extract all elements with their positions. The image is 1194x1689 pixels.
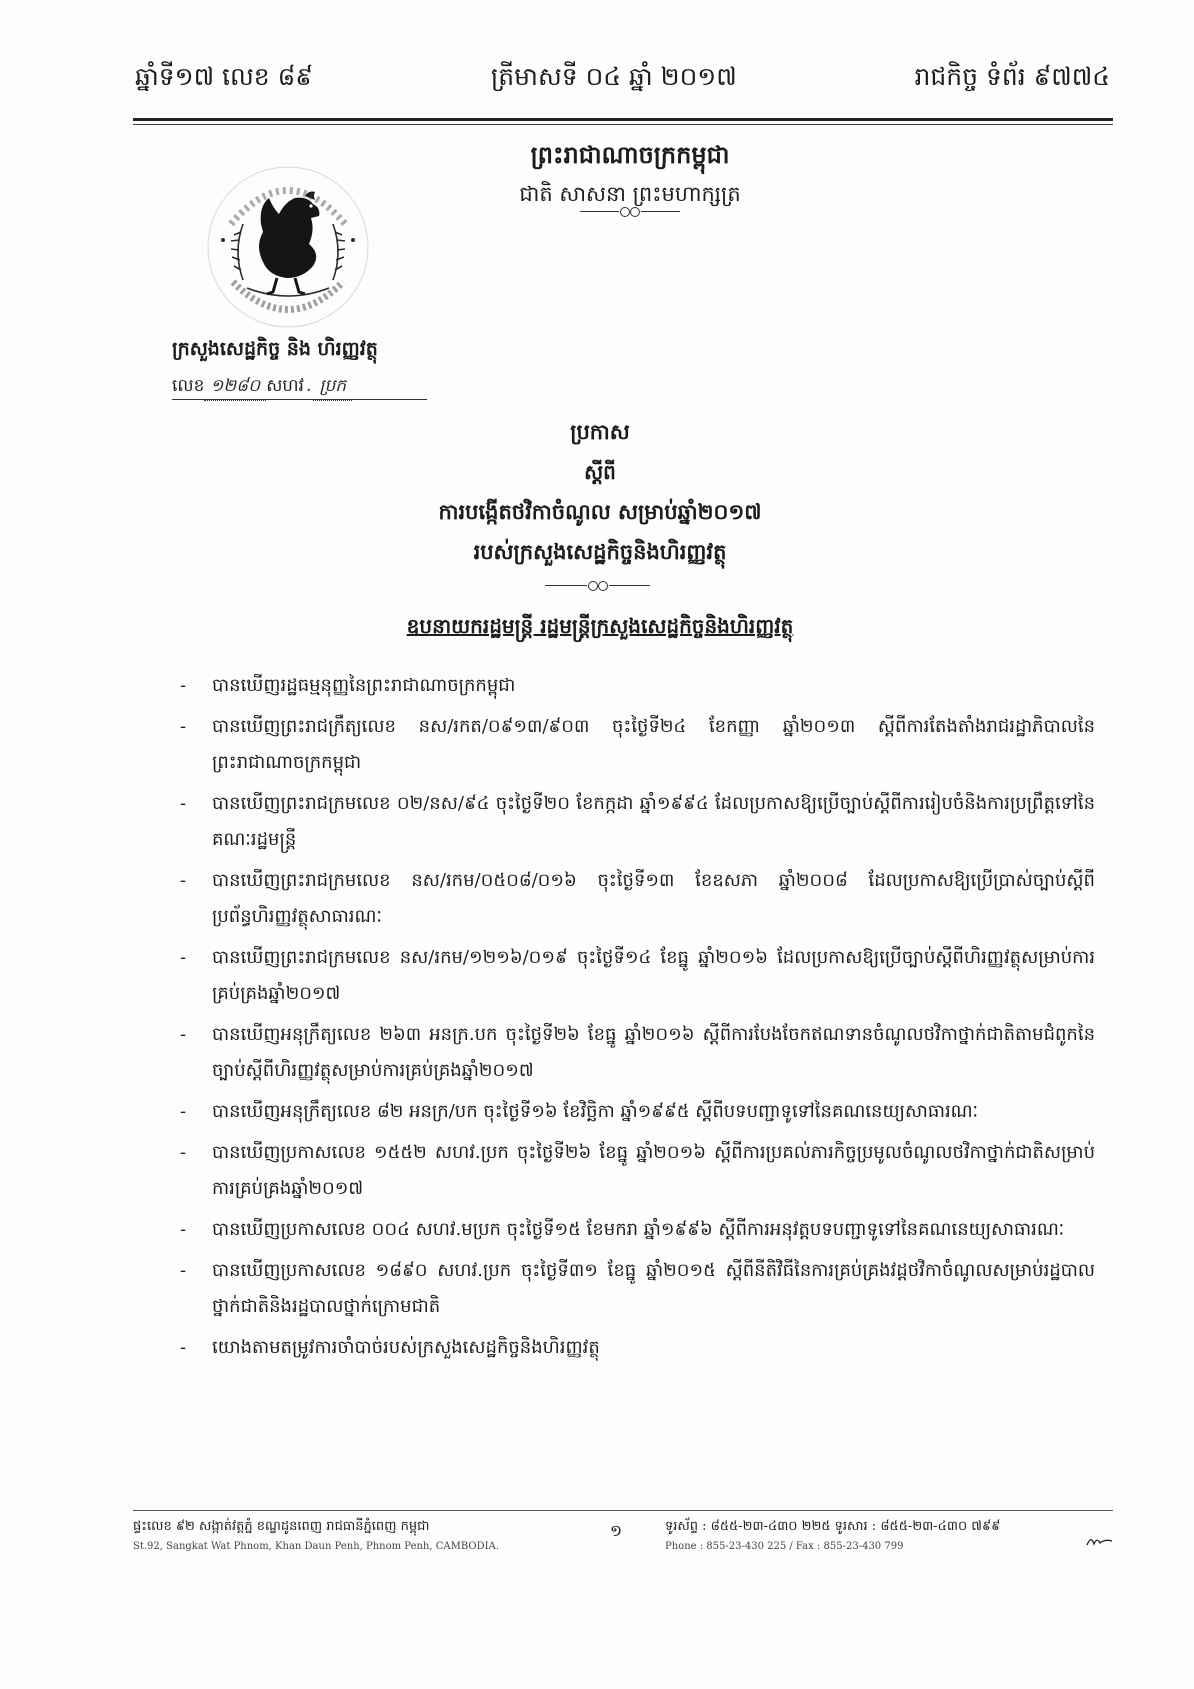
clause-text: យោងតាមតម្រូវការចាំបាច់របស់ក្រសួងសេដ្ឋកិច្ចនិងហិរញ្ញវត្ថុ — [212, 1337, 600, 1358]
clause-item — [180, 668, 1095, 704]
reference-underline — [172, 399, 427, 400]
footer-address — [133, 1518, 553, 1552]
clause-item — [180, 1330, 1095, 1366]
ref-number: ១២៨០ — [204, 375, 266, 401]
contact-english: Phone : 855-23-430 225 / Fax : 855-23-430 799 — [665, 1541, 904, 1552]
clause-text: បានឃើញប្រកាសលេខ ១៥៥២ សហវ.ប្រក ចុះថ្ងៃទី២៦ ខែធ្នូ ឆ្នាំ២០១៦ ស្តីពីការប្រគល់ភារកិច្ចប្រមូលចំណូលថវិកាថ្នាក់ជាតិសម្រាប់ការគ្រប់គ្រងឆ្នាំ២០១៧ — [212, 1142, 1095, 1199]
clause-text: បានឃើញប្រកាសលេខ ០០៤ សហវ.មប្រក ចុះថ្ងៃទី១៥ ខែមករា ឆ្នាំ១៩៩៦ ស្តីពីការអនុវត្តបទបញ្ជាទូទៅនៃគណនេយ្យសាធារណៈ — [212, 1219, 1065, 1240]
clause-dash: - — [180, 1260, 187, 1281]
address-english: St.92, Sangkat Wat Phnom, Khan Daun Penh, Phnom Penh, CAMBODIA. — [133, 1541, 499, 1552]
clause-text: បានឃើញអនុក្រឹត្យលេខ ៨២ អនក្រ/បក ចុះថ្ងៃទី១៦ ខែវិច្ឆិកា ឆ្នាំ១៩៩៥ ស្តីពីបទបញ្ជាទូទៅនៃគណនេយ្យសាធារណៈ — [212, 1101, 979, 1122]
motto-ornament — [580, 206, 680, 218]
clause-dash: - — [180, 947, 187, 968]
title-block — [300, 412, 900, 572]
gazette-year-issue: ឆ្នាំទី១៧ លេខ ៨៩ — [135, 62, 314, 91]
header-rule-thin — [133, 124, 1113, 125]
clause-item — [180, 709, 1095, 781]
title-ornament — [545, 580, 650, 592]
clause-dash: - — [180, 793, 187, 814]
clause-dash: - — [180, 870, 187, 891]
footer-rule — [133, 1510, 1113, 1511]
ref-prefix: លេខ — [172, 376, 205, 396]
kingdom-name: ព្រះរាជាណាចក្រកម្ពុជា — [530, 140, 730, 169]
document-about: ស្តីពី — [584, 460, 616, 484]
ministry-emblem — [203, 162, 373, 332]
header-rule — [133, 118, 1113, 121]
clause-text: បានឃើញអនុក្រឹត្យលេខ ២៦៣ អនក្រ.បក ចុះថ្ងៃទី២៦ ខែធ្នូ ឆ្នាំ២០១៦ ស្តីពីការបែងចែកឥណទានចំណូលថវិកាថ្នាក់ជាតិតាមជំពូកនៃច្បាប់ស្តីពីហិរញ្ញវត្ថុសម្រាប់ការគ្រប់គ្រងឆ្នាំ២០១៧ — [212, 1024, 1095, 1081]
clause-text: បានឃើញព្រះរាជក្រមលេខ ០២/នស/៩៤ ចុះថ្ងៃទី២០ ខែកក្កដា ឆ្នាំ១៩៩៤ ដែលប្រកាសឱ្យប្រើច្បាប់ស្តីពីការរៀបចំនិងការប្រព្រឹត្តទៅនៃគណៈរដ្ឋមន្ត្រី — [212, 793, 1095, 850]
clause-dash: - — [180, 675, 187, 696]
clause-item — [180, 1135, 1095, 1207]
clause-item — [180, 1017, 1095, 1089]
kingdom-motto: ជាតិ សាសនា ព្រះមហាក្សត្រ — [519, 182, 741, 206]
clause-dash: - — [180, 1024, 187, 1045]
gazette-page: រាជកិច្ច ទំព័រ ៩៧៧៤ — [914, 62, 1110, 91]
clause-item — [180, 1253, 1095, 1325]
kingdom-heading — [420, 140, 840, 212]
ministry-name: ក្រសួងសេដ្ឋកិច្ច និង ហិរញ្ញវត្ថុ — [172, 338, 378, 360]
clause-list — [180, 668, 1095, 1371]
gazette-quarter: ត្រីមាសទី ០៤ ឆ្នាំ ២០១៧ — [490, 62, 737, 91]
handwritten-initials — [1085, 1533, 1115, 1547]
clause-item — [180, 786, 1095, 858]
clause-dash: - — [180, 1337, 187, 1358]
document-subject-line-2: របស់ក្រសួងសេដ្ឋកិច្ចនិងហិរញ្ញវត្ថុ — [473, 539, 727, 564]
clause-text: បានឃើញព្រះរាជក្រមលេខ នស/រកម/១២១៦/០១៩ ចុះថ្ងៃទី១៤ ខែធ្នូ ឆ្នាំ២០១៦ ដែលប្រកាសឱ្យប្រើច្បាប់ស្តីពីហិរញ្ញវត្ថុសម្រាប់ការគ្រប់គ្រងឆ្នាំ២០១៧ — [212, 947, 1095, 1004]
ref-code: ប្រក — [313, 375, 352, 401]
clause-dash: - — [180, 1101, 187, 1122]
clause-text: បានឃើញព្រះរាជក្រមលេខ នស/រកម/០៥០៨/០១៦ ចុះថ្ងៃទី១៣ ខែឧសភា ឆ្នាំ២០០៨ ដែលប្រកាសឱ្យប្រើប្រាស់ច្បាប់ស្តីពីប្រព័ន្ធហិរញ្ញវត្ថុសាធារណៈ — [212, 870, 1095, 927]
clause-text: បានឃើញព្រះរាជក្រឹត្យលេខ នស/រកត/០៩១៣/៩០៣ ចុះថ្ងៃទី២៤ ខែកញ្ញា ឆ្នាំ២០១៣ ស្តីពីការតែងតាំងរាជរដ្ឋាភិបាលនៃព្រះរាជាណាចក្រកម្ពុជា — [212, 716, 1095, 773]
issuer-title: ឧបនាយករដ្ឋមន្ត្រី រដ្ឋមន្ត្រីក្រសួងសេដ្ឋកិច្ចនិងហិរញ្ញវត្ថុ — [406, 614, 794, 638]
clause-item — [180, 863, 1095, 935]
ref-office: សហវ — [266, 376, 304, 396]
gazette-header — [135, 62, 1110, 98]
document-subject-line-1: ការបង្កើតថវិកាចំណូល សម្រាប់ឆ្នាំ២០១៧ — [438, 499, 762, 524]
clause-dash: - — [180, 1142, 187, 1163]
footer-contact — [665, 1518, 1115, 1552]
clause-item — [180, 940, 1095, 1012]
address-khmer: ផ្ទះលេខ ៩២ សង្កាត់វត្តភ្នំ ខណ្ឌដូនពេញ រាជធានីភ្នំពេញ កម្ពុជា — [133, 1519, 430, 1534]
document-kind: ប្រកាស — [570, 419, 630, 444]
page-number: ១ — [610, 1521, 623, 1540]
rooster-icon — [259, 192, 319, 295]
clause-item — [180, 1094, 1095, 1130]
ministry-block — [172, 337, 432, 401]
reference-number: លេខ ១២៨០ សហវ . ប្រក — [172, 375, 432, 401]
clause-item — [180, 1212, 1095, 1248]
clause-text: បានឃើញរដ្ឋធម្មនុញ្ញនៃព្រះរាជាណាចក្រកម្ពុជា — [212, 675, 516, 696]
clause-dash: - — [180, 1219, 187, 1240]
clause-dash: - — [180, 716, 187, 737]
contact-khmer: ទូរស័ព្ទ : ៨៥៥-២៣-៤៣០ ២២៥ ទូរសារ : ៨៥៥-២៣-៤៣០ ៧៩៩ — [665, 1519, 1001, 1534]
clause-text: បានឃើញប្រកាសលេខ ១៨៩០ សហវ.ប្រក ចុះថ្ងៃទី៣១ ខែធ្នូ ឆ្នាំ២០១៥ ស្តីពីនីតិវិធីនៃការគ្រប់គ្រងវដ្តថវិកាចំណូលសម្រាប់រដ្ឋបាលថ្នាក់ជាតិនិងរដ្ឋបាលថ្នាក់ក្រោមជាតិ — [212, 1260, 1095, 1317]
